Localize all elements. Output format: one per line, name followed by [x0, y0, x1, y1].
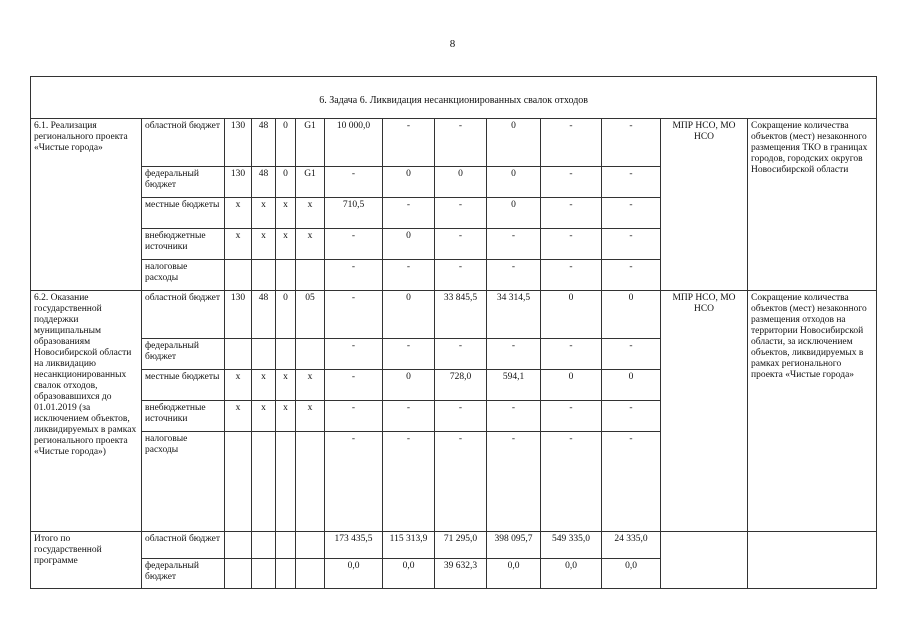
funding-source: налоговые расходы	[142, 432, 225, 532]
amount-cell: -	[325, 229, 383, 260]
budget-code	[252, 339, 276, 370]
amount-cell: 34 314,5	[487, 291, 541, 339]
amount-cell: -	[435, 198, 487, 229]
budget-code: 48	[252, 119, 276, 167]
funding-source: местные бюджеты	[142, 198, 225, 229]
budget-code: x	[225, 198, 252, 229]
amount-cell: -	[541, 229, 602, 260]
amount-cell: -	[435, 432, 487, 532]
amount-cell: -	[602, 432, 661, 532]
funding-source: внебюджетные источники	[142, 229, 225, 260]
budget-code	[225, 260, 252, 291]
total-amount-cell: 549 335,0	[541, 532, 602, 559]
budget-code: x	[252, 229, 276, 260]
funding-source: федеральный бюджет	[142, 559, 225, 589]
amount-cell: -	[435, 260, 487, 291]
amount-cell: 0	[487, 167, 541, 198]
empty-code-cell	[252, 532, 276, 559]
amount-cell: -	[325, 291, 383, 339]
amount-cell: -	[541, 167, 602, 198]
total-amount-cell: 0,0	[383, 559, 435, 589]
budget-code: 0	[276, 119, 296, 167]
amount-cell: -	[383, 119, 435, 167]
amount-cell: -	[602, 229, 661, 260]
amount-cell: -	[325, 339, 383, 370]
budget-code: 05	[296, 291, 325, 339]
funding-source: областной бюджет	[142, 532, 225, 559]
empty-executor-cell	[661, 532, 748, 589]
amount-cell: -	[602, 339, 661, 370]
amount-cell: 594,1	[487, 370, 541, 401]
funding-source: налоговые расходы	[142, 260, 225, 291]
total-amount-cell: 71 295,0	[435, 532, 487, 559]
budget-code: 0	[276, 167, 296, 198]
amount-cell: -	[541, 119, 602, 167]
budget-code: 130	[225, 119, 252, 167]
total-amount-cell: 173 435,5	[325, 532, 383, 559]
empty-code-cell	[225, 532, 252, 559]
amount-cell: 0	[435, 167, 487, 198]
budget-code: x	[225, 229, 252, 260]
amount-cell: -	[487, 339, 541, 370]
amount-cell: 10 000,0	[325, 119, 383, 167]
budget-code: x	[225, 401, 252, 432]
amount-cell: -	[602, 260, 661, 291]
total-amount-cell: 398 095,7	[487, 532, 541, 559]
task-title-row	[31, 77, 877, 119]
budget-code: x	[225, 370, 252, 401]
budget-code: G1	[296, 119, 325, 167]
amount-cell: -	[487, 229, 541, 260]
budget-code: x	[296, 229, 325, 260]
amount-cell: 728,0	[435, 370, 487, 401]
total-amount-cell: 24 335,0	[602, 532, 661, 559]
amount-cell: -	[383, 198, 435, 229]
budget-code	[276, 339, 296, 370]
budget-code: 48	[252, 167, 276, 198]
budget-code: 0	[276, 291, 296, 339]
amount-cell: -	[541, 401, 602, 432]
amount-cell: 0	[487, 119, 541, 167]
budget-code: x	[252, 401, 276, 432]
amount-cell: 0	[602, 291, 661, 339]
total-amount-cell: 39 632,3	[435, 559, 487, 589]
table-row	[31, 291, 877, 339]
amount-cell: -	[602, 401, 661, 432]
amount-cell: -	[541, 198, 602, 229]
budget-code	[276, 432, 296, 532]
budget-code: x	[296, 401, 325, 432]
amount-cell: -	[487, 260, 541, 291]
funding-source: внебюджетные источники	[142, 401, 225, 432]
amount-cell: -	[435, 339, 487, 370]
amount-cell: 0	[383, 370, 435, 401]
budget-code: x	[276, 198, 296, 229]
budget-code: G1	[296, 167, 325, 198]
amount-cell: -	[325, 432, 383, 532]
amount-cell: -	[487, 432, 541, 532]
empty-code-cell	[296, 532, 325, 559]
amount-cell: 0	[487, 198, 541, 229]
amount-cell: 0	[383, 229, 435, 260]
budget-code: x	[252, 198, 276, 229]
task-title: 6. Задача 6. Ликвидация несанкционированных свалок отходов	[31, 77, 877, 119]
total-label: Итого по государственной программе	[31, 532, 142, 589]
budget-code: x	[276, 229, 296, 260]
budget-table	[30, 76, 877, 589]
budget-code	[296, 260, 325, 291]
amount-cell: -	[602, 119, 661, 167]
budget-code	[252, 432, 276, 532]
executor: МПР НСО, МО НСО	[661, 119, 748, 291]
empty-code-cell	[276, 559, 296, 589]
total-amount-cell: 115 313,9	[383, 532, 435, 559]
amount-cell: 0	[383, 291, 435, 339]
amount-cell: 0	[541, 370, 602, 401]
expected-result: Сокращение количества объектов (мест) незаконного размещения ТКО в границах городов, городских округов Новосибирской области	[748, 119, 877, 291]
amount-cell: 0	[602, 370, 661, 401]
amount-cell: -	[435, 119, 487, 167]
total-amount-cell: 0,0	[541, 559, 602, 589]
budget-code	[276, 260, 296, 291]
budget-code: 130	[225, 291, 252, 339]
amount-cell: 33 845,5	[435, 291, 487, 339]
empty-code-cell	[252, 559, 276, 589]
amount-cell: -	[383, 339, 435, 370]
amount-cell: -	[325, 167, 383, 198]
amount-cell: 0	[541, 291, 602, 339]
executor: МПР НСО, МО НСО	[661, 291, 748, 532]
funding-source: федеральный бюджет	[142, 167, 225, 198]
total-amount-cell: 0,0	[602, 559, 661, 589]
empty-code-cell	[225, 559, 252, 589]
table-row	[31, 119, 877, 167]
amount-cell: -	[541, 339, 602, 370]
expected-result: Сокращение количества объектов (мест) незаконного размещения отходов на территории Новосибирской области, за исключением объектов, ликвидируемых в рамках регионального проекта «Чистые города»	[748, 291, 877, 532]
empty-code-cell	[296, 559, 325, 589]
activity-name: 6.1. Реализация регионального проекта «Чистые города»	[31, 119, 142, 291]
amount-cell: -	[325, 370, 383, 401]
funding-source: федеральный бюджет	[142, 339, 225, 370]
funding-source: местные бюджеты	[142, 370, 225, 401]
budget-code: 48	[252, 291, 276, 339]
empty-code-cell	[276, 532, 296, 559]
activity-name: 6.2. Оказание государственной поддержки муниципальным образованиям Новосибирской области на ликвидацию несанкционированных свалок отходов, образовавшихся до 01.01.2019 (за исключением объектов, ликвидируемых в рамках регионального проекта «Чистые города»)	[31, 291, 142, 532]
budget-code: x	[276, 370, 296, 401]
amount-cell: -	[325, 401, 383, 432]
total-amount-cell: 0,0	[325, 559, 383, 589]
amount-cell: -	[541, 432, 602, 532]
amount-cell: -	[383, 401, 435, 432]
budget-code: x	[252, 370, 276, 401]
budget-code: x	[276, 401, 296, 432]
amount-cell: -	[325, 260, 383, 291]
budget-code	[225, 339, 252, 370]
funding-source: областной бюджет	[142, 291, 225, 339]
budget-code	[252, 260, 276, 291]
amount-cell: -	[602, 198, 661, 229]
amount-cell: -	[383, 260, 435, 291]
funding-source: областной бюджет	[142, 119, 225, 167]
budget-code: x	[296, 198, 325, 229]
budget-code	[225, 432, 252, 532]
amount-cell: -	[383, 432, 435, 532]
page-number: 8	[449, 38, 456, 50]
total-row	[31, 532, 877, 559]
amount-cell: -	[602, 167, 661, 198]
amount-cell: -	[487, 401, 541, 432]
total-amount-cell: 0,0	[487, 559, 541, 589]
budget-code: 130	[225, 167, 252, 198]
amount-cell: -	[435, 401, 487, 432]
amount-cell: 710,5	[325, 198, 383, 229]
amount-cell: 0	[383, 167, 435, 198]
amount-cell: -	[435, 229, 487, 260]
empty-result-cell	[748, 532, 877, 589]
budget-code	[296, 432, 325, 532]
budget-code: x	[296, 370, 325, 401]
budget-code	[296, 339, 325, 370]
amount-cell: -	[541, 260, 602, 291]
